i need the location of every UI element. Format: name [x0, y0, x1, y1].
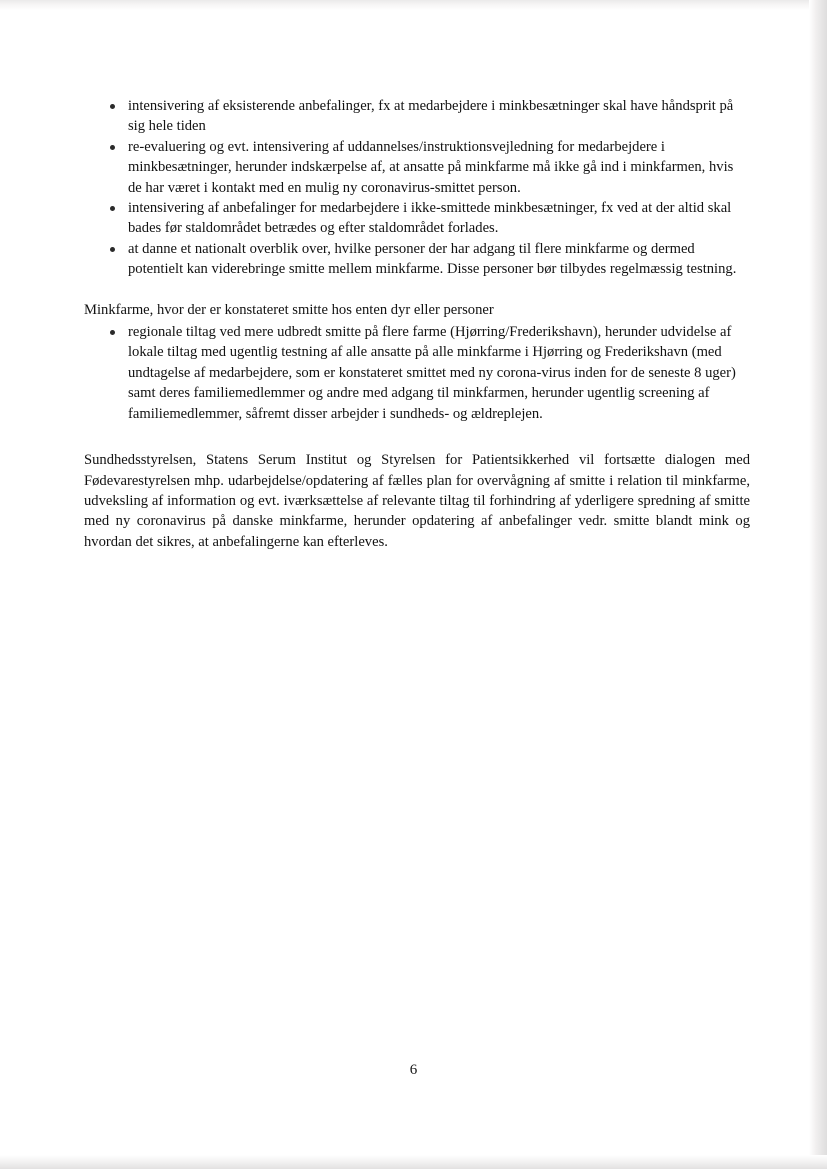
scan-edge-bottom — [0, 1155, 827, 1169]
list-item — [84, 198, 750, 239]
list-item — [84, 96, 750, 137]
section-heading-infected-farms: Minkfarme, hvor der er konstateret smitte hos enten dyr eller personer — [84, 301, 494, 318]
scan-edge-top — [0, 0, 827, 10]
list-item — [84, 137, 750, 198]
list-item-text: at danne et nationalt overblik over, hvilke personer der har adgang til flere minkfarme og dermed potentielt kan viderebringe smitte mellem minkfarme. Disse personer bør tilbydes regelmæssig testning. — [128, 240, 737, 278]
page-content — [84, 96, 750, 552]
closing-paragraph: Sundhedsstyrelsen, Statens Serum Institut og Styrelsen for Patientsikkerhed vil fortsætte dialogen med Fødevarestyrelsen mhp. udarbejdelse/opdatering af fælles plan for overvågning af smitte i relation til minkfarme, udveksling af information og evt. iværksættelse af relevante tiltag til forhindring af yderligere spredning af smitte med ny coronavirus på danske minkfarme, herunder opdatering af anbefalinger vedr. smitte blandt mink og hvordan det sikres, at anbefalingerne kan efterleves. — [84, 452, 750, 550]
list-item-text: regionale tiltag ved mere udbredt smitte på flere farme (Hjørring/Frederikshavn), herunder udvidelse af lokale tiltag med ugentlig testning af alle ansatte på alle minkfarme i Hjørring og Frederikshavn (med undtagelse af medarbejdere, som er konstateret smittet med ny corona-virus inden for de seneste 8 uger) samt deres familiemedlemmer og andre med adgang til minkfarmen, herunder ugentlig screening af familiemedlemmer, såfremt disser arbejder i sundheds- og ældreplejen. — [128, 324, 736, 422]
list-item-text: intensivering af eksisterende anbefalinger, fx at medarbejdere i minkbesætninger skal have håndsprit på sig hele tiden — [128, 98, 734, 135]
list-item — [84, 322, 750, 424]
spacer — [84, 424, 750, 450]
bullet-list-regional-measures — [84, 322, 750, 424]
spacer — [84, 280, 750, 300]
bullet-list-general-recommendations — [84, 96, 750, 280]
scan-edge-right — [809, 0, 827, 1169]
list-item-text: re-evaluering og evt. intensivering af uddannelses/instruktionsvejledning for medarbejdere i minkbesætninger, herunder indskærpelse af, at ansatte på minkfarme må ikke gå ind i minkfarmen, hvis de har været i kontakt med en mulig ny coronavirus-smittet person. — [128, 138, 734, 196]
page-number: 6 — [409, 1062, 418, 1078]
list-item — [84, 239, 750, 280]
list-item-text: intensivering af anbefalinger for medarbejdere i ikke-smittede minkbesætninger, fx ved at der altid skal bades før staldområdet betrædes og efter staldområdet forlades. — [128, 200, 732, 237]
